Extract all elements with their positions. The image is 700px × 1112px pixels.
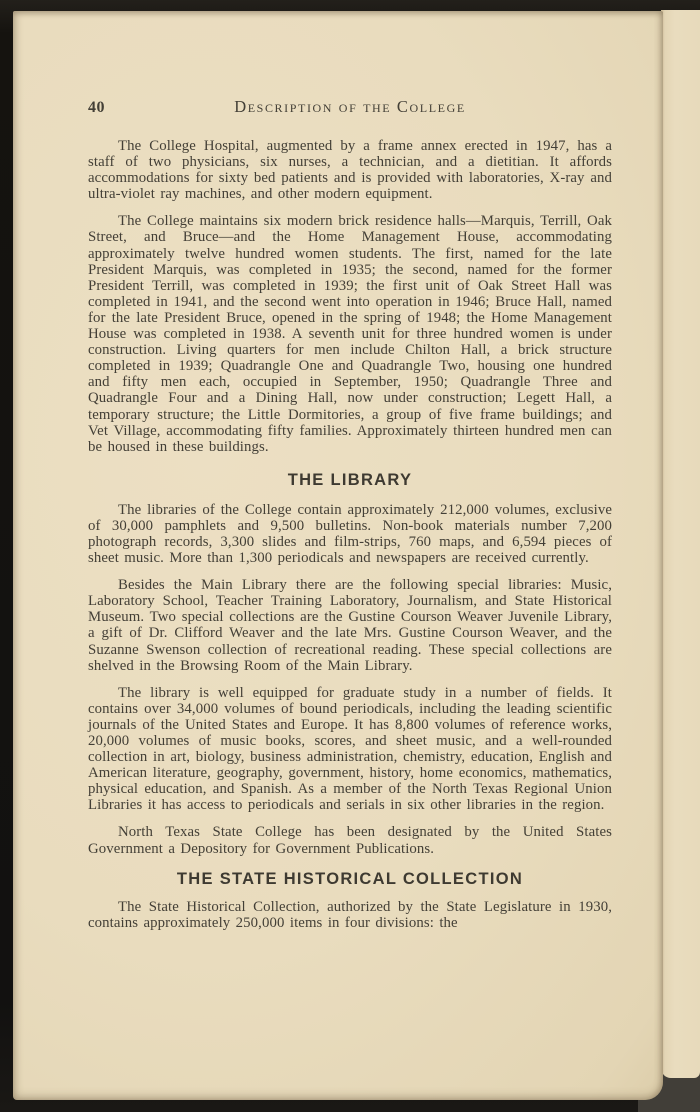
paragraph-state-historical: The State Historical Collection, authorized by the State Legislature in 1930, contains approximately 250,000 items in four divisions: the <box>88 898 612 931</box>
book-page <box>13 11 663 1100</box>
paragraph-residence-halls: The College maintains six modern brick residence halls—Marquis, Terrill, Oak Street, and Bruce—and the Home Management House, accommodating approximately twelve hundred women students. The first, named for the late President Marquis, was completed in 1935; the second, named for the former President Terrill, was completed in 1939; the first unit of Oak Street Hall was completed in 1941, and the second went into operation in 1946; Bruce Hall, named for the late President Bruce, opened in the spring of 1948; the Home Management House was completed in 1938. A seventh unit for three hundred women is under construction. Living quarters for men include Chilton Hall, a brick structure completed in 1939; Quadrangle One and Quadrangle Two, housing one hundred and fifty men each, occupied in September, 1950; Quadrangle Three and Quadrangle Four and a Dining Hall, now under construction; Legett Hall, a temporary structure; the Little Dormitories, a group of five frame buildings; and Vet Village, accommodating fifty families. Approximately thirteen hundred men can be housed in these buildings. <box>88 213 612 455</box>
running-head: Description of the College <box>234 97 466 116</box>
page-header <box>88 97 612 117</box>
adjacent-page-edge <box>661 10 700 1078</box>
paragraph-library-volumes: The libraries of the College contain approximately 212,000 volumes, exclusive of 30,000 pamphlets and 9,500 bulletins. Non-book materials number 7,200 photograph records, 3,300 slides and film-strips, 760 maps, and 6,594 pieces of sheet music. More than 1,300 periodicals and newspapers are received currently. <box>88 501 612 567</box>
paragraph-hospital: The College Hospital, augmented by a frame annex erected in 1947, has a staff of two physicians, six nurses, a technician, and a dietitian. It affords accommodations for sixty bed patients and is provided with laboratories, X-ray and ultra-violet ray machines, and other modern equipment. <box>88 138 612 203</box>
paragraph-depository: North Texas State College has been designated by the United States Government a Depository for Government Publications. <box>88 824 612 857</box>
page-content <box>88 11 612 942</box>
section-heading-library: THE LIBRARY <box>287 470 413 489</box>
section-heading-state-historical: THE STATE HISTORICAL COLLECTION <box>176 869 524 888</box>
page-number: 40 <box>88 99 105 116</box>
paragraph-graduate-study: The library is well equipped for graduate study in a number of fields. It contains over 34,000 volumes of bound periodicals, including the leading scientific journals of the United States and Europe. It has 8,800 volumes of reference works, 20,000 volumes of music books, scores, and sheet music, and a well-rounded collection in art, biology, business administration, chemistry, education, English and American literature, geography, government, history, home economics, mathematics, physical education, and Spanish. As a member of the North Texas Regional Union Libraries it has access to periodicals and serials in six other libraries in the region. <box>88 684 612 814</box>
paragraph-special-libraries: Besides the Main Library there are the following special libraries: Music, Laboratory School, Teacher Training Laboratory, Journalism, and State Historical Museum. Two special collections are the Gustine Courson Weaver Juvenile Library, a gift of Dr. Clifford Weaver and the late Mrs. Gustine Courson Weaver, and the Suzanne Swenson collection of recreational reading. These special collections are shelved in the Browsing Room of the Main Library. <box>88 577 612 674</box>
